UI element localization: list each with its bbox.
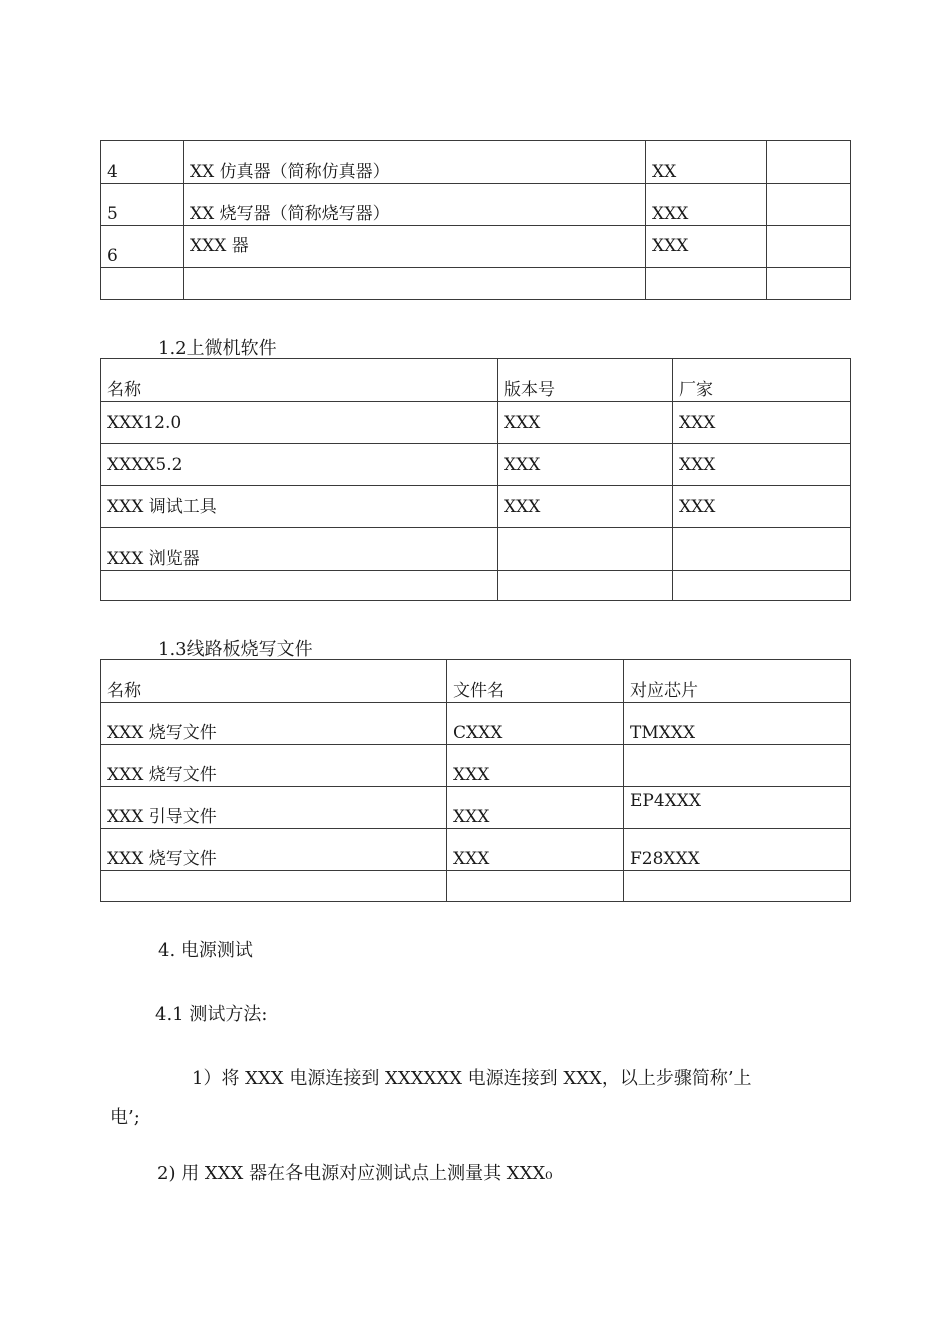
table-cell: [767, 141, 851, 184]
column-header: 对应芯片: [624, 660, 851, 703]
table-cell: [101, 571, 498, 601]
table-cell: CXXX: [447, 703, 624, 745]
table-cell: TMXXX: [624, 703, 851, 745]
table-cell: [498, 571, 673, 601]
section-heading-4: 4. 电源测试: [158, 940, 253, 961]
section-heading-4-1: 4.1 测试方法:: [155, 1004, 268, 1025]
table-cell: XXXX5.2: [101, 444, 498, 486]
table-row: [101, 402, 851, 444]
table-cell: XX 烧写器（简称烧写器）: [184, 184, 646, 226]
table-cell: XXX: [646, 184, 767, 226]
table-header-row: [101, 660, 851, 703]
table-row: [101, 444, 851, 486]
table-cell: [447, 871, 624, 902]
table-cell: [101, 871, 447, 902]
table-cell: XXX 引导文件: [101, 787, 447, 829]
table-row: [101, 528, 851, 571]
table-cell: XXX: [498, 444, 673, 486]
table-cell: 4: [101, 141, 184, 184]
table-row: [101, 184, 851, 226]
table-cell: [673, 571, 851, 601]
software-table: [100, 358, 851, 601]
table-cell: [673, 528, 851, 571]
table-cell: EP4XXX: [624, 787, 851, 829]
table-cell: [624, 745, 851, 787]
table-cell: XXX 烧写文件: [101, 703, 447, 745]
table-cell: XXX 调试工具: [101, 486, 498, 528]
table-row: [101, 268, 851, 300]
table-cell: XXX: [646, 226, 767, 268]
column-header: 文件名: [447, 660, 624, 703]
table-cell: XXX: [498, 402, 673, 444]
table-row: [101, 829, 851, 871]
table-cell: XXX: [447, 829, 624, 871]
table-cell: 5: [101, 184, 184, 226]
table-cell: XXX: [673, 402, 851, 444]
table-row: [101, 571, 851, 601]
column-header: 版本号: [498, 359, 673, 402]
column-header: 名称: [101, 660, 447, 703]
column-header: 厂家: [673, 359, 851, 402]
table-row: [101, 486, 851, 528]
table-row: [101, 871, 851, 902]
table-cell: [767, 268, 851, 300]
table-cell: XXX 烧写文件: [101, 745, 447, 787]
table-cell: XXX: [673, 444, 851, 486]
table-row: [101, 787, 851, 829]
table-cell: XXX12.0: [101, 402, 498, 444]
column-header: 名称: [101, 359, 498, 402]
table-cell: [767, 184, 851, 226]
section-heading-1-2: 1.2上微机软件: [158, 338, 277, 359]
table-cell: XX 仿真器（简称仿真器）: [184, 141, 646, 184]
table-row: [101, 226, 851, 268]
section-heading-1-3: 1.3线路板烧写文件: [158, 639, 313, 660]
firmware-table: [100, 659, 851, 902]
table-row: [101, 141, 851, 184]
table-row: [101, 703, 851, 745]
equipment-table: [100, 140, 851, 300]
table-cell: XXX 烧写文件: [101, 829, 447, 871]
table-cell: XXX: [447, 745, 624, 787]
table-cell: [624, 871, 851, 902]
step-1-text-continued: 电’;: [110, 1107, 140, 1128]
table-cell: XX: [646, 141, 767, 184]
table-cell: 6: [101, 226, 184, 268]
table-cell: [767, 226, 851, 268]
table-header-row: [101, 359, 851, 402]
table-cell: XXX 器: [184, 226, 646, 268]
table-cell: XXX: [673, 486, 851, 528]
table-cell: [101, 268, 184, 300]
table-row: [101, 745, 851, 787]
table-cell: F28XXX: [624, 829, 851, 871]
table-cell: [498, 528, 673, 571]
table-cell: XXX: [498, 486, 673, 528]
table-cell: [184, 268, 646, 300]
table-cell: XXX 浏览器: [101, 528, 498, 571]
table-cell: XXX: [447, 787, 624, 829]
step-2-text: 2) 用 XXX 器在各电源对应测试点上测量其 XXX₀: [157, 1163, 553, 1184]
table-cell: [646, 268, 767, 300]
step-1-text: 1）将 XXX 电源连接到 XXXXXX 电源连接到 XXX，以上步骤简称’上: [192, 1068, 752, 1089]
